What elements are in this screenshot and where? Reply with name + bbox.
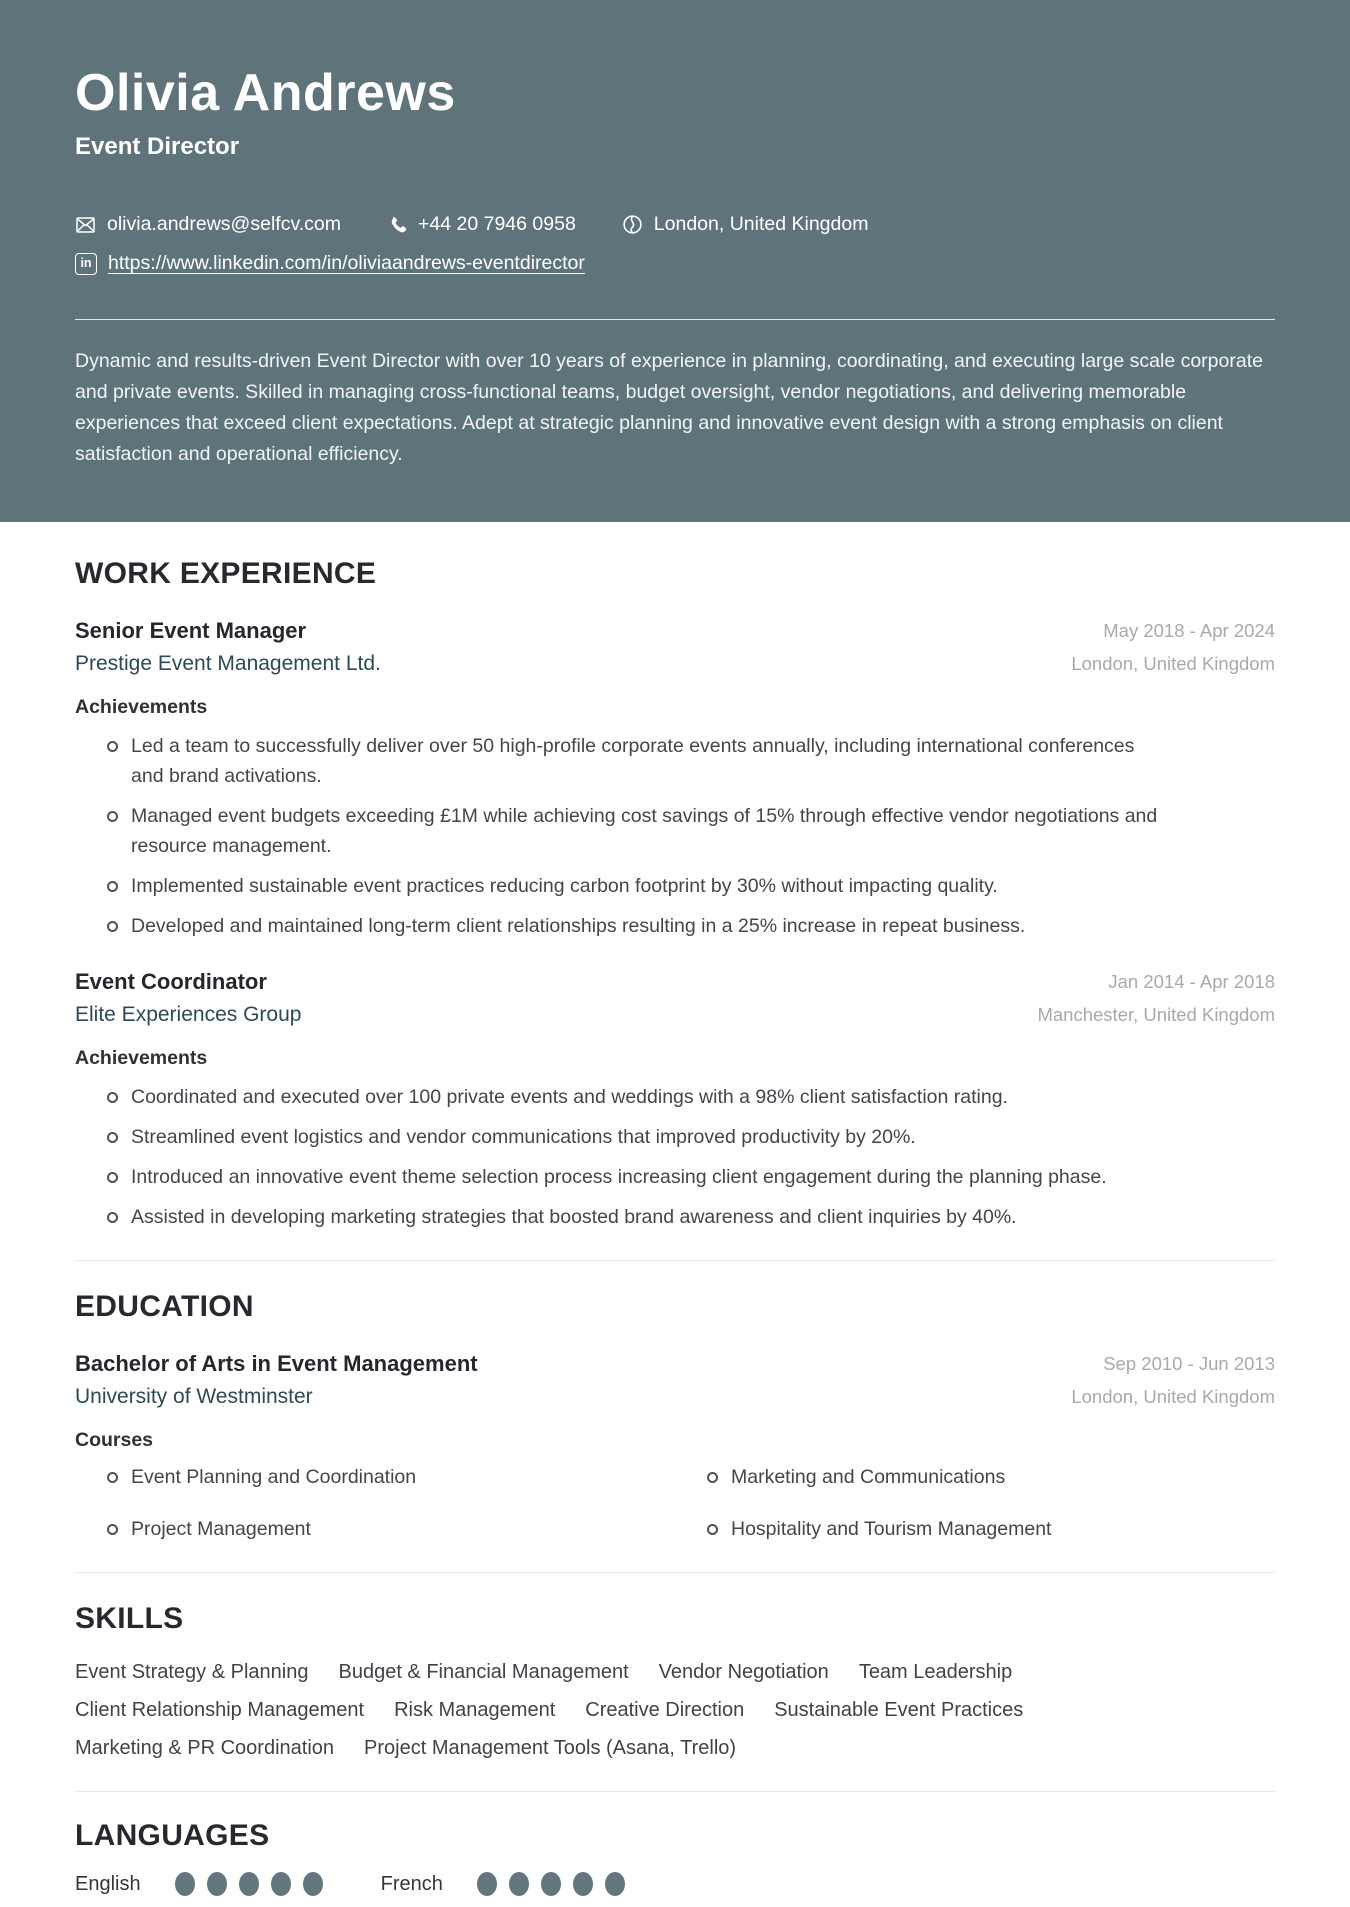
language-level-dot xyxy=(573,1872,593,1896)
contact-phone-text: +44 20 7946 0958 xyxy=(418,213,576,236)
job-location: Manchester, United Kingdom xyxy=(1037,1004,1275,1025)
language-level-dot xyxy=(175,1872,195,1896)
education-heading: EDUCATION xyxy=(75,1290,254,1323)
language-level-dot xyxy=(271,1872,291,1896)
achievement-item: Developed and maintained long-term client relationships resulting in a 25% increase in repeat business. xyxy=(75,911,1171,941)
courses-label: Courses xyxy=(75,1429,154,1451)
job-title: Event Coordinator xyxy=(75,969,267,994)
person-name: Olivia Andrews xyxy=(75,64,456,122)
skill-item: Sustainable Event Practices xyxy=(774,1699,1024,1721)
language-level-dot xyxy=(605,1872,625,1896)
job-dates: May 2018 - Apr 2024 xyxy=(1103,620,1275,641)
skills-list xyxy=(75,1657,1121,1763)
language-name: French xyxy=(380,1872,443,1895)
skill-item: Event Strategy & Planning xyxy=(75,1661,309,1683)
header xyxy=(0,0,1350,522)
section-education xyxy=(75,1291,1275,1544)
skill-item: Creative Direction xyxy=(585,1699,745,1721)
education-dates: Sep 2010 - Jun 2013 xyxy=(1103,1353,1275,1374)
contact-location xyxy=(622,213,869,236)
course-item: Project Management xyxy=(75,1514,675,1544)
education-entry-left xyxy=(75,1349,478,1411)
summary-text: Dynamic and results-driven Event Director with over 10 years of experience in planning, coordinating, and executing large scale corporate and private events. Skilled in managing cross-functional teams, budget oversight, vendor negotiations, and delivering memorable experiences that exceed client expectations. Adept at strategic planning and innovative event design with a strong emphasis on client satisfaction and operational efficiency. xyxy=(75,350,1263,466)
skill-item: Marketing & PR Coordination xyxy=(75,1737,335,1759)
contact-row xyxy=(75,213,1275,236)
contact-location-text: London, United Kingdom xyxy=(653,213,869,236)
work-experience-heading: WORK EXPERIENCE xyxy=(75,557,377,590)
job-location: London, United Kingdom xyxy=(1071,653,1275,674)
achievement-item: Assisted in developing marketing strategies that boosted brand awareness and client inquiries by 40%. xyxy=(75,1202,1171,1232)
language-level-dot xyxy=(239,1872,259,1896)
contact-phone xyxy=(387,213,576,236)
skills-heading: SKILLS xyxy=(75,1602,184,1635)
languages-heading: LANGUAGES xyxy=(75,1819,270,1852)
main-content xyxy=(0,522,1350,1896)
language-level-dot xyxy=(541,1872,561,1896)
job-company: Elite Experiences Group xyxy=(75,1003,302,1026)
contact-email xyxy=(75,213,341,236)
section-skills xyxy=(75,1603,1275,1763)
education-entry-header xyxy=(75,1349,1275,1411)
job-entry xyxy=(75,616,1275,941)
achievement-item: Implemented sustainable event practices reducing carbon footprint by 30% without impacting quality. xyxy=(75,871,1171,901)
language-level-dots xyxy=(477,1872,625,1896)
language-item xyxy=(75,1872,323,1896)
job-entry-header xyxy=(75,967,1275,1029)
achievement-item: Managed event budgets exceeding £1M while achieving cost savings of 15% through effective vendor negotiations and resource management. xyxy=(75,801,1171,861)
job-entry-meta xyxy=(1037,967,1275,1029)
education-location: London, United Kingdom xyxy=(1071,1386,1275,1407)
skill-item: Risk Management xyxy=(394,1699,556,1721)
job-entry-left xyxy=(75,616,381,678)
section-divider xyxy=(75,1260,1275,1261)
course-item: Marketing and Communications xyxy=(675,1462,1275,1492)
language-item xyxy=(381,1872,625,1896)
language-level-dot xyxy=(207,1872,227,1896)
course-item: Event Planning and Coordination xyxy=(75,1462,675,1492)
achievement-item: Coordinated and executed over 100 private events and weddings with a 98% client satisfaction rating. xyxy=(75,1082,1171,1112)
language-name: English xyxy=(75,1872,141,1895)
achievements-label: Achievements xyxy=(75,696,208,718)
degree-title: Bachelor of Arts in Event Management xyxy=(75,1351,478,1376)
person-job-title: Event Director xyxy=(75,133,240,161)
job-company: Prestige Event Management Ltd. xyxy=(75,652,381,675)
education-entry-meta xyxy=(1071,1349,1275,1411)
envelope-icon xyxy=(75,215,96,235)
linkedin-icon: in xyxy=(75,253,97,275)
skill-item: Budget & Financial Management xyxy=(338,1661,629,1683)
phone-icon xyxy=(387,215,407,235)
language-level-dot xyxy=(509,1872,529,1896)
education-entry xyxy=(75,1349,1275,1544)
section-languages xyxy=(75,1820,1275,1896)
achievement-item: Introduced an innovative event theme selection process increasing client engagement during the planning phase. xyxy=(75,1162,1171,1192)
skill-item: Project Management Tools (Asana, Trello) xyxy=(364,1737,737,1759)
achievement-item: Led a team to successfully deliver over 50 high-profile corporate events annually, including international conferences and brand activations. xyxy=(75,731,1171,791)
school-name: University of Westminster xyxy=(75,1385,313,1408)
achievement-item: Streamlined event logistics and vendor communications that improved productivity by 20%. xyxy=(75,1122,1171,1152)
section-divider xyxy=(75,1572,1275,1573)
courses-list xyxy=(75,1462,1275,1544)
skill-item: Client Relationship Management xyxy=(75,1699,365,1721)
course-item: Hospitality and Tourism Management xyxy=(675,1514,1275,1544)
job-entry xyxy=(75,967,1275,1232)
skill-item: Vendor Negotiation xyxy=(658,1661,829,1683)
job-entry-header xyxy=(75,616,1275,678)
job-entry-left xyxy=(75,967,301,1029)
language-level-dot xyxy=(303,1872,323,1896)
linkedin-link[interactable]: https://www.linkedin.com/in/oliviaandrews-eventdirector xyxy=(108,252,585,275)
job-entry-meta xyxy=(1071,616,1275,678)
section-work-experience xyxy=(75,522,1275,1232)
globe-icon xyxy=(622,214,643,235)
job-title: Senior Event Manager xyxy=(75,618,307,643)
achievements-list xyxy=(75,731,1171,941)
header-divider xyxy=(75,319,1275,320)
section-divider xyxy=(75,1791,1275,1792)
achievements-list xyxy=(75,1082,1171,1232)
skill-item: Team Leadership xyxy=(858,1661,1013,1683)
language-level-dot xyxy=(477,1872,497,1896)
language-level-dots xyxy=(175,1872,323,1896)
achievements-label: Achievements xyxy=(75,1047,208,1069)
languages-row xyxy=(75,1872,1275,1896)
contact-email-text: olivia.andrews@selfcv.com xyxy=(107,213,342,236)
linkedin-row xyxy=(75,252,1275,275)
job-dates: Jan 2014 - Apr 2018 xyxy=(1108,971,1275,992)
